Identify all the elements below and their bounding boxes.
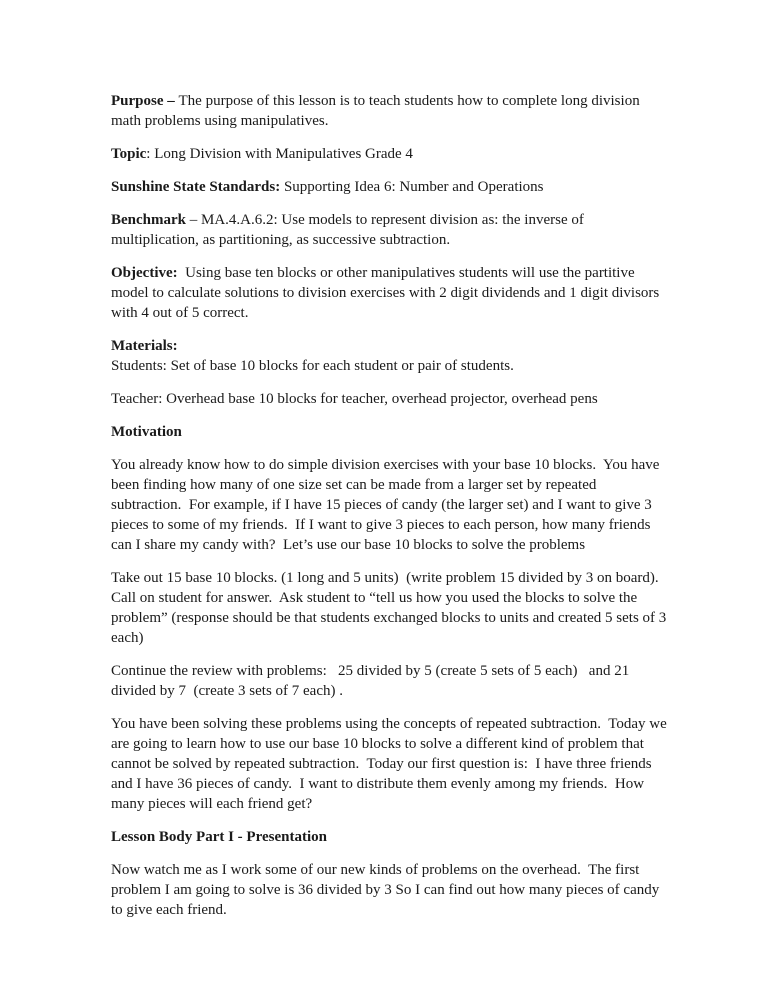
topic-text: : Long Division with Manipulatives Grade 4 (146, 146, 413, 162)
lesson-body-p1-text: Now watch me as I work some of our new kinds of problems on the overhead. The first problem I am going to solve is 36 divided by 3 So I can find out how many pieces of candy to give each friend. (111, 862, 663, 918)
motivation-p4-text: You have been solving these problems using the concepts of repeated subtraction. Today we are going to learn how to use our base 10 blocks to solve a different kind of problem that cannot be solved by repeated subtraction. Today our first question is: I have three friends and I have 36 pieces of candy. I want to distribute them evenly among my friends. How many pieces will each friend get? (111, 716, 671, 812)
paragraph-motivation-2 (111, 568, 671, 648)
topic-label: Topic (111, 146, 147, 162)
paragraph-materials-students (111, 356, 667, 376)
lesson-body-label: Lesson Body Part I - Presentation (111, 829, 327, 845)
paragraph-materials-teacher (111, 389, 667, 409)
standards-label: Sunshine State Standards: (111, 179, 281, 195)
motivation-p2-text: Take out 15 base 10 blocks. (1 long and 5 units) (write problem 15 divided by 3 on board). Call on student for answer. Ask student to “tell us how you used the blocks to solve the problem” (response should be that students exchanged blocks to units and created 5 sets of 3 each) (111, 570, 671, 646)
motivation-p3-text: Continue the review with problems: 25 divided by 5 (create 5 sets of 5 each) and 21 divided by 7 (create 3 sets of 7 each) . (111, 663, 633, 699)
paragraph-benchmark (111, 210, 667, 250)
purpose-text: The purpose of this lesson is to teach students how to complete long division math problems using manipulatives. (111, 93, 644, 129)
paragraph-motivation-3 (111, 661, 667, 701)
paragraph-topic (111, 144, 667, 164)
lesson-body-heading (111, 827, 667, 847)
paragraph-objective (111, 263, 667, 323)
benchmark-label: Benchmark (111, 212, 186, 228)
motivation-heading (111, 422, 667, 442)
paragraph-purpose (111, 91, 667, 131)
purpose-label: Purpose – (111, 93, 179, 109)
paragraph-lesson-body-1 (111, 860, 667, 920)
benchmark-text: – MA.4.A.6.2: Use models to represent division as: the inverse of multiplication, as partitioning, as successive subtraction. (111, 212, 588, 248)
motivation-p1-text: You already know how to do simple division exercises with your base 10 blocks. You have been finding how many of one size set can be made from a larger set by repeated subtraction. For example, if I have 15 pieces of candy (the larger set) and I want to give 3 pieces to some of my friends. If I want to give 3 pieces to each person, how many friends can I share my candy with? Let’s use our base 10 blocks to solve the problems (111, 457, 664, 553)
objective-label: Objective: (111, 265, 178, 281)
materials-heading (111, 336, 667, 356)
standards-text: Supporting Idea 6: Number and Operations (280, 179, 544, 195)
materials-teacher-text: Teacher: Overhead base 10 blocks for teacher, overhead projector, overhead pens (111, 391, 598, 407)
motivation-label: Motivation (111, 424, 182, 440)
paragraph-standards (111, 177, 667, 197)
materials-label: Materials: (111, 338, 178, 354)
materials-students-text: Students: Set of base 10 blocks for each student or pair of students. (111, 358, 514, 374)
objective-text: Using base ten blocks or other manipulatives students will use the partitive model to calculate solutions to division exercises with 2 digit dividends and 1 digit divisors with 4 out of 5 correct. (111, 265, 664, 321)
paragraph-motivation-4 (111, 714, 671, 814)
paragraph-motivation-1 (111, 455, 667, 555)
